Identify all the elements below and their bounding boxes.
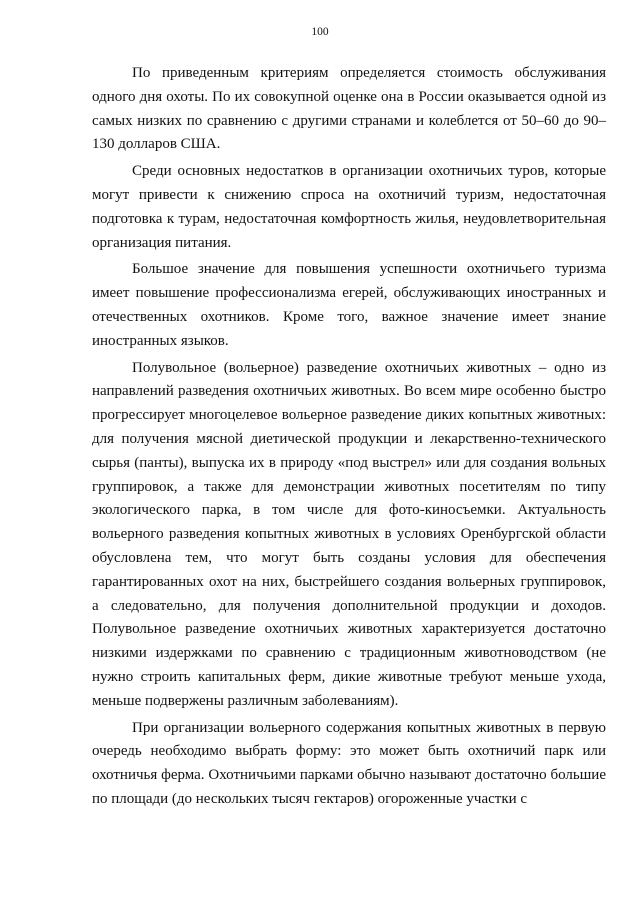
body-text (92, 62, 606, 815)
paragraph-enclosure-breeding: Полувольное (вольерное) разведение охотничьих животных – одно из направлений разведения охотничьих животных. Во всем мире особенно быстро прогрессирует многоцелевое вольерное разведение диких копытных животных: для получения мясной диетической продукции и лекарственно-технического сырья (панты), выпуска их в природу «под выстрел» или для создания вольных группировок, а также для демонстрации животных посетителям по типу экологического парка, в том числе для фото-киносъемки. Актуальность вольерного разведения копытных животных в условиях Оренбургской области обусловлена тем, что могут быть созданы условия для обеспечения гарантированных охот на них, быстрейшего создания вольерных группировок, а следовательно, для получения дополнительной продукции и доходов. Полувольное разведение охотничьих животных характеризуется достаточно низкими издержками по сравнению с традиционным животноводством (не нужно строить капитальных ферм, дикие животные требуют меньше ухода, меньше подвержены различным заболеваниям). (92, 359, 606, 709)
paragraph-enclosure-organization: При организации вольерного содержания копытных животных в первую очередь необходимо выбрать форму: это может быть охотничий парк или охотничья ферма. Охотничьими парками обычно называют достаточно большие по площади (до нескольких тысяч гектаров) огороженные участки с (92, 719, 606, 807)
page-number: 100 (311, 26, 329, 38)
paragraph-tour-shortcomings: Среди основных недостатков в организации охотничьих туров, которые могут привести к снижению спроса на охотничий туризм, недостаточная подготовка к турам, недостаточная комфортность жилья, неудовлетворительная организация питания. (92, 163, 606, 251)
paragraph-huntsman-professionalism: Большое значение для повышения успешности охотничьего туризма имеет повышение профессионализма егерей, обслуживающих иностранных и отечественных охотников. Кроме того, важное значение имеет знание иностранных языков. (92, 261, 606, 349)
paragraph-hunting-cost: По приведенным критериям определяется стоимость обслуживания одного дня охоты. По их совокупной оценке она в России оказывается одной из самых низких по сравнению с другими странами и колеблется от 50–60 до 90–130 долларов США. (92, 65, 606, 153)
